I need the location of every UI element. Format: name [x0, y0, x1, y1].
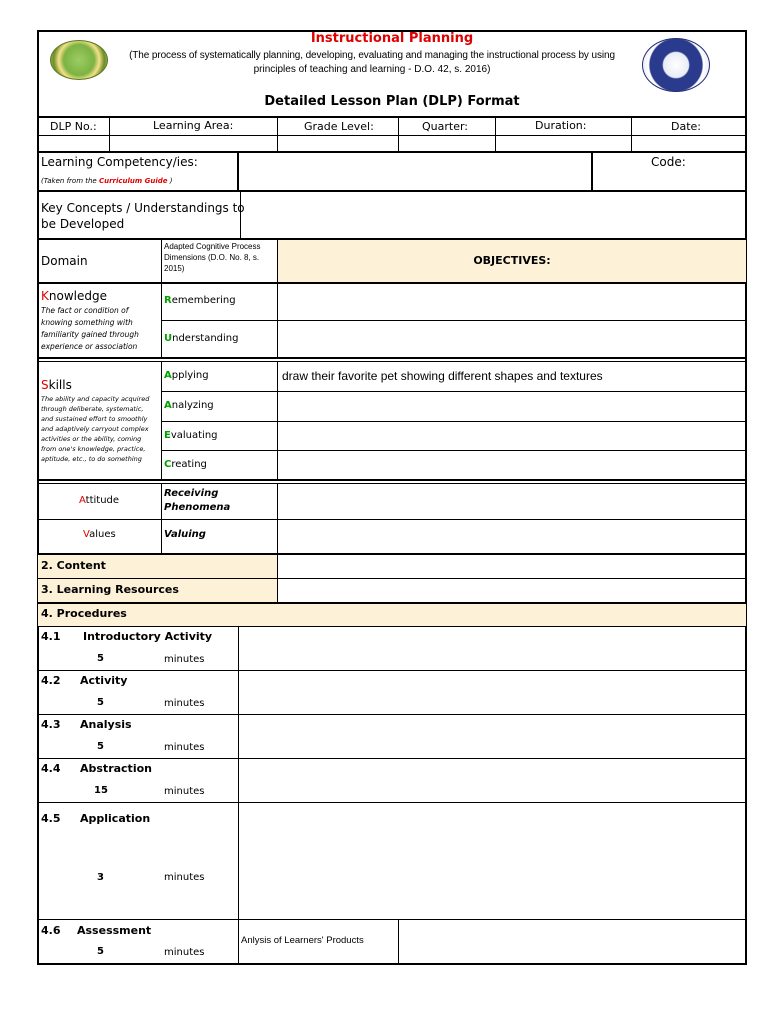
procedure-4-6-unit: minutes [164, 947, 205, 958]
skills-desc-3: and sustained effort to smoothly [41, 415, 148, 423]
procedure-4-1-field[interactable] [240, 628, 746, 669]
resources-field[interactable] [279, 580, 746, 601]
understanding-objective-field[interactable] [279, 322, 746, 356]
competency-field[interactable] [240, 153, 590, 189]
values-objective-field[interactable] [279, 521, 746, 552]
assessment-extra-field[interactable] [400, 921, 746, 963]
resources-section-label: 3. Learning Resources [41, 583, 179, 596]
procedure-4-5-name: Application [80, 812, 151, 825]
applying-objective[interactable]: draw their favorite pet showing different shapes and textures [282, 369, 603, 383]
valuing-label: Valuing [164, 529, 206, 540]
procedure-4-3-name: Analysis [80, 718, 132, 731]
analyzing-label: Analyzing [164, 400, 214, 411]
attitude-objective-field[interactable] [279, 485, 746, 518]
dlp-no-label: DLP No.: [50, 120, 97, 133]
procedure-4-4-name: Abstraction [80, 762, 152, 775]
procedure-4-4-field[interactable] [240, 760, 746, 801]
analyzing-objective-field[interactable] [279, 393, 746, 420]
procedure-4-2-unit: minutes [164, 698, 205, 709]
code-label: Code: [651, 155, 686, 169]
creating-label: Creating [164, 459, 207, 470]
procedure-4-2-name: Activity [80, 674, 128, 687]
procedure-4-4-minutes: 15 [94, 785, 108, 796]
skills-desc-6: from one's knowledge, practice, [41, 445, 146, 453]
values-label: Values [83, 529, 116, 540]
curriculum-guide-link[interactable]: Curriculum Guide [98, 177, 168, 185]
understanding-label: Understanding [164, 333, 239, 344]
remembering-label: Remembering [164, 295, 236, 306]
procedure-4-6-minutes: 5 [97, 946, 104, 957]
procedure-4-6-name: Assessment [77, 924, 152, 937]
page-title: Instructional Planning [310, 31, 474, 46]
procedure-4-3-field[interactable] [240, 716, 746, 757]
knowledge-desc-3: familiarity gained through [41, 330, 139, 339]
procedure-4-6-number: 4.6 [41, 924, 61, 937]
competency-label: Learning Competency/ies: [41, 155, 198, 169]
grade-level-field[interactable] [278, 136, 398, 150]
procedure-4-4-unit: minutes [164, 786, 205, 797]
procedure-4-4-number: 4.4 [41, 762, 61, 775]
knowledge-desc-2: knowing something with [41, 318, 133, 327]
procedure-4-5-field[interactable] [240, 804, 746, 918]
procedure-4-3-minutes: 5 [97, 741, 104, 752]
assessment-detail[interactable]: Anlysis of Learners' Products [241, 935, 364, 946]
procedure-4-1-name: Introductory Activity [83, 630, 213, 643]
dlp-no-field[interactable] [38, 136, 109, 150]
remembering-objective-field[interactable] [279, 285, 746, 319]
date-field[interactable] [632, 136, 746, 150]
objectives-header: OBJECTIVES: [473, 254, 551, 267]
learning-area-field[interactable] [110, 136, 277, 150]
receiving-phenomena-line2: Phenomena [164, 502, 231, 513]
skills-desc-2: through deliberate, systematic, [41, 405, 144, 413]
key-concepts-label-line1: Key Concepts / Understandings to [41, 201, 245, 215]
procedure-4-2-field[interactable] [240, 672, 746, 713]
procedure-4-2-number: 4.2 [41, 674, 61, 687]
evaluating-objective-field[interactable] [279, 423, 746, 449]
skills-desc-4: and adaptively carryout complex [41, 425, 149, 433]
procedure-4-1-number: 4.1 [41, 630, 61, 643]
acp-header-line1: Adapted Cognitive Process [164, 242, 261, 251]
knowledge-desc-1: The fact or condition of [41, 306, 129, 315]
quarter-label: Quarter: [422, 120, 469, 133]
key-concepts-label-line2: be Developed [41, 217, 125, 231]
skills-desc-7: aptitude, etc., to do something [41, 455, 142, 463]
procedures-label-bg [38, 604, 746, 626]
procedure-4-3-number: 4.3 [41, 718, 61, 731]
knowledge-label: Knowledge [41, 289, 107, 303]
procedure-4-3-unit: minutes [164, 742, 205, 753]
procedure-4-5-number: 4.5 [41, 812, 61, 825]
creating-objective-field[interactable] [279, 452, 746, 478]
skills-desc-1: The ability and capacity acquired [41, 395, 150, 403]
date-label: Date: [671, 120, 701, 133]
content-field[interactable] [279, 556, 746, 577]
form-title: Detailed Lesson Plan (DLP) Format [264, 94, 520, 109]
procedure-4-2-minutes: 5 [97, 697, 104, 708]
procedure-4-1-minutes: 5 [97, 653, 104, 664]
applying-label: Applying [164, 370, 209, 381]
left-school-seal-icon [50, 40, 108, 80]
header-description-line2: principles of teaching and learning - D.O. 42, s. 2016) [253, 64, 491, 75]
learning-area-label: Learning Area: [153, 119, 234, 132]
duration-field[interactable] [496, 136, 631, 150]
procedures-section-label: 4. Procedures [41, 607, 127, 620]
procedure-4-5-minutes: 3 [97, 872, 104, 883]
acp-header-line2: Dimensions (D.O. No. 8, s. [164, 253, 260, 262]
grade-level-label: Grade Level: [304, 120, 374, 133]
knowledge-desc-4: experience or association [41, 342, 138, 351]
attitude-label: Attitude [79, 495, 120, 506]
quarter-field[interactable] [399, 136, 495, 150]
competency-note: (Taken from the Curriculum Guide ) [41, 177, 173, 185]
evaluating-label: Evaluating [164, 430, 218, 441]
deped-seal-icon [642, 38, 710, 92]
acp-header-line3: 2015) [164, 264, 185, 273]
duration-label: Duration: [535, 119, 587, 132]
key-concepts-field[interactable] [242, 193, 746, 237]
procedure-4-1-unit: minutes [164, 654, 205, 665]
header-description-line1: (The process of systematically planning, developing, evaluating and managing the instructional process by using [129, 50, 615, 61]
procedure-4-5-unit: minutes [164, 872, 205, 883]
content-section-label: 2. Content [41, 559, 106, 572]
skills-desc-5: activities or the ability, coming [41, 435, 142, 443]
domain-header: Domain [41, 254, 88, 268]
receiving-phenomena-line1: Receiving [164, 488, 219, 499]
skills-label: Skills [41, 378, 72, 392]
